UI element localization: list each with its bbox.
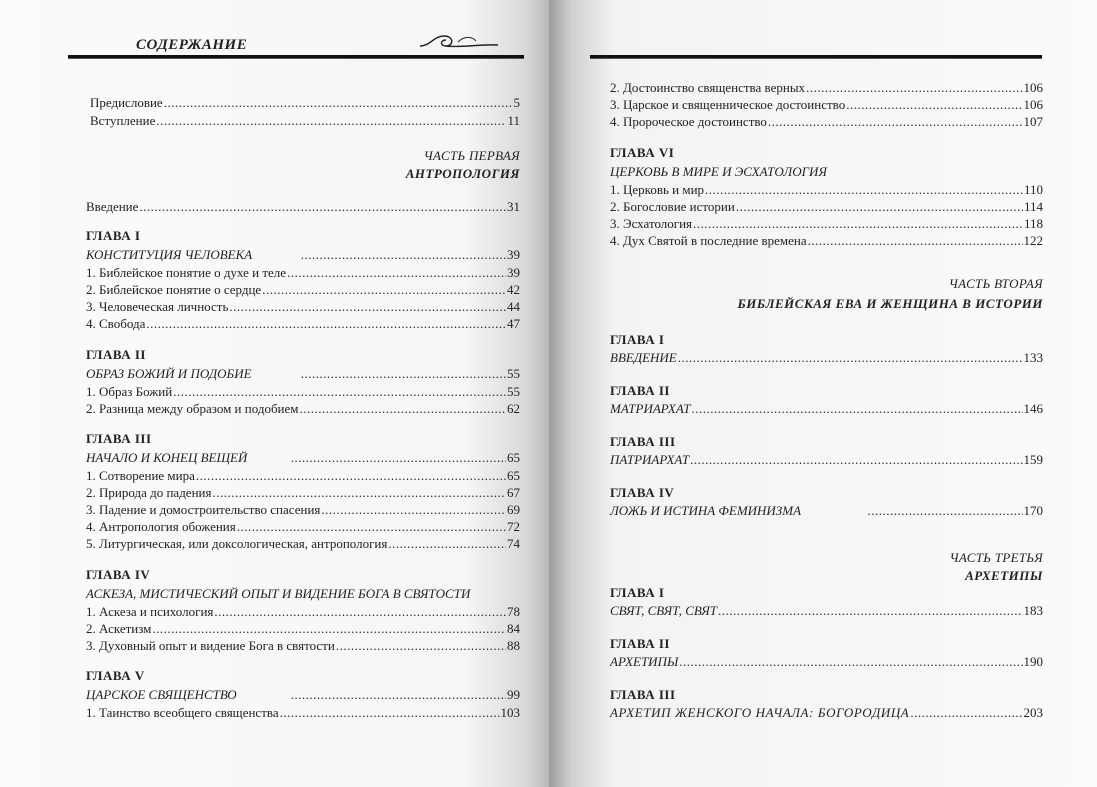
dot-leader (868, 502, 1023, 519)
chapter-heading: ГЛАВА IV (610, 485, 675, 500)
toc-entry-page: 72 (507, 519, 520, 534)
toc-entry[interactable] (610, 232, 1043, 249)
chapter-title: МАТРИАРХАТ (610, 401, 691, 416)
toc-entry[interactable] (86, 467, 520, 484)
toc-entry-page: 122 (1023, 233, 1043, 248)
toc-entry[interactable] (86, 637, 520, 654)
toc-entry-page: 62 (507, 401, 520, 416)
dot-leader (146, 315, 506, 332)
toc-entry[interactable] (610, 181, 1043, 198)
toc-entry[interactable] (86, 704, 520, 721)
dot-leader (679, 653, 1022, 670)
chapter-title-entry[interactable] (610, 400, 1043, 417)
chapter-page: 190 (1023, 654, 1043, 669)
dot-leader (336, 637, 506, 654)
part-name: АРХЕТИПЫ (965, 568, 1043, 583)
toc-entry[interactable] (86, 198, 520, 215)
toc-entry-title: 3. Духовный опыт и видение Бога в святости (86, 638, 335, 653)
dot-leader (678, 349, 1023, 366)
chapter-title-entry[interactable] (86, 686, 520, 703)
dot-leader (736, 198, 1023, 215)
dot-leader (768, 113, 1023, 130)
chapter-heading: ГЛАВА I (610, 332, 665, 347)
toc-entry-title: 1. Таинство всеобщего священства (86, 705, 279, 720)
toc-entry-title: 2. Достоинство священства верных (610, 80, 806, 95)
chapter-title: АРХЕТИП ЖЕНСКОГО НАЧАЛА: БОГОРОДИЦА (610, 705, 910, 720)
toc-entry[interactable] (86, 298, 520, 315)
chapter-heading: ГЛАВА III (86, 431, 152, 446)
toc-entry-page: 84 (507, 621, 520, 636)
toc-entry-title: 4. Дух Святой в последние времена (610, 233, 807, 248)
dot-leader (214, 603, 506, 620)
chapter-title-entry[interactable] (610, 451, 1043, 468)
chapter-page: 65 (507, 450, 520, 465)
toc-entry-title: 2. Библейское понятие о сердце (86, 282, 262, 297)
right-page (549, 0, 1097, 787)
toc-entry[interactable] (610, 113, 1043, 130)
toc-entry[interactable] (86, 501, 520, 518)
chapter-heading: ГЛАВА V (86, 668, 145, 683)
toc-entry[interactable] (90, 94, 520, 111)
dot-leader (291, 449, 506, 466)
toc-entry[interactable] (86, 535, 520, 552)
toc-entry[interactable] (86, 400, 520, 417)
chapter-title: ОБРАЗ БОЖИЙ И ПОДОБИЕ (86, 366, 252, 381)
toc-entry-title: 1. Сотворение мира (86, 468, 195, 483)
dot-leader (229, 298, 506, 315)
toc-entry-page: 44 (507, 299, 520, 314)
toc-entry[interactable] (86, 484, 520, 501)
toc-entry-page: 107 (1023, 114, 1043, 129)
toc-entry[interactable] (86, 383, 520, 400)
dot-leader (321, 501, 506, 518)
part-name: БИБЛЕЙСКАЯ ЕВА И ЖЕНЩИНА В ИСТОРИИ (737, 296, 1043, 311)
part-name: АНТРОПОЛОГИЯ (405, 166, 520, 181)
toc-entry-page: 88 (507, 638, 520, 653)
toc-entry-title: 4. Свобода (86, 316, 146, 331)
chapter-page: 55 (507, 366, 520, 381)
chapter-heading: ГЛАВА III (610, 687, 676, 702)
chapter-title: АРХЕТИПЫ (610, 654, 679, 669)
chapter-page: 99 (507, 687, 520, 702)
toc-entry-page: 106 (1023, 97, 1043, 112)
chapter-title: ЦАРСКОЕ СВЯЩЕНСТВО (86, 687, 237, 702)
chapter-title-entry[interactable] (610, 502, 1043, 519)
dot-leader (301, 246, 506, 263)
chapter-title-entry[interactable] (86, 246, 520, 263)
dot-leader (808, 232, 1023, 249)
toc-entry-title: 1. Аскеза и психология (86, 604, 214, 619)
chapter-title-entry[interactable] (610, 602, 1043, 619)
chapter-title: ВВЕДЕНИЕ (610, 350, 677, 365)
dot-leader (212, 484, 506, 501)
dot-leader (690, 451, 1022, 468)
header-rule (68, 55, 524, 59)
dot-leader (156, 112, 506, 129)
toc-entry-title: 3. Падение и домостроительство спасения (86, 502, 321, 517)
toc-entry-title: 5. Литургическая, или доксологическая, антропология (86, 536, 388, 551)
dot-leader (287, 264, 506, 281)
toc-entry[interactable] (610, 198, 1043, 215)
dot-leader (718, 602, 1022, 619)
dot-leader (280, 704, 500, 721)
toc-entry-page: 55 (507, 384, 520, 399)
toc-entry[interactable] (86, 603, 520, 620)
toc-entry-page: 47 (507, 316, 520, 331)
header-rule (590, 55, 1042, 59)
toc-entry-page: 11 (507, 113, 520, 128)
dot-leader (388, 535, 506, 552)
chapter-heading: ГЛАВА I (86, 228, 141, 243)
toc-entry-title: 3. Эсхатология (610, 216, 693, 231)
dot-leader (152, 620, 506, 637)
chapter-heading: ГЛАВА I (610, 585, 665, 600)
chapter-title-entry[interactable] (610, 163, 1043, 180)
toc-entry[interactable] (90, 112, 520, 129)
toc-entry-title: 3. Царское и священническое достоинство (610, 97, 846, 112)
chapter-title: КОНСТИТУЦИЯ ЧЕЛОВЕКА (86, 247, 253, 262)
chapter-heading: ГЛАВА VI (610, 145, 675, 160)
page-header-title: СОДЕРЖАНИЕ (136, 37, 248, 53)
dot-leader (300, 400, 506, 417)
toc-entry[interactable] (86, 281, 520, 298)
toc-entry-page: 42 (507, 282, 520, 297)
chapter-title-entry[interactable] (610, 349, 1043, 366)
chapter-title: ЛОЖЬ И ИСТИНА ФЕМИНИЗМА (610, 503, 802, 518)
toc-entry-page: 110 (1023, 182, 1043, 197)
dot-leader (693, 215, 1023, 232)
chapter-title: АСКЕЗА, МИСТИЧЕСКИЙ ОПЫТ И ВИДЕНИЕ БОГА В СВЯТОСТИ (86, 586, 471, 601)
dot-leader (806, 79, 1022, 96)
dot-leader (301, 365, 506, 382)
dot-leader (262, 281, 506, 298)
chapter-title-entry[interactable] (86, 365, 520, 382)
toc-entry-page: 74 (507, 536, 520, 551)
chapter-title-entry[interactable] (86, 449, 520, 466)
chapter-title: ПАТРИАРХАТ (610, 452, 690, 467)
toc-entry-page: 65 (507, 468, 520, 483)
toc-entry-page: 114 (1023, 199, 1043, 214)
dot-leader (846, 96, 1022, 113)
dot-leader (164, 94, 513, 111)
part-label: ЧАСТЬ ВТОРАЯ (948, 276, 1043, 291)
toc-entry-title: 2. Богословие истории (610, 199, 735, 214)
toc-entry[interactable] (86, 264, 520, 281)
chapter-page: 159 (1023, 452, 1043, 467)
toc-entry-page: 69 (507, 502, 520, 517)
chapter-heading: ГЛАВА IV (86, 567, 151, 582)
toc-entry[interactable] (86, 315, 520, 332)
toc-entry-title: Предисловие (90, 95, 163, 110)
toc-entry-page: 5 (513, 95, 520, 110)
part-label: ЧАСТЬ ТРЕТЬЯ (949, 550, 1043, 565)
chapter-page: 170 (1023, 503, 1043, 518)
toc-entry-title: Вступление (90, 113, 156, 128)
dot-leader (692, 400, 1023, 417)
chapter-heading: ГЛАВА III (610, 434, 676, 449)
dot-leader (291, 686, 506, 703)
part-label: ЧАСТЬ ПЕРВАЯ (423, 148, 520, 163)
chapter-page: 133 (1023, 350, 1043, 365)
toc-entry[interactable] (610, 79, 1043, 96)
toc-entry-page: 118 (1023, 216, 1043, 231)
toc-entry-title: 1. Образ Божий (86, 384, 173, 399)
toc-entry-page: 39 (507, 265, 520, 280)
toc-entry-title: 1. Библейское понятие о духе и теле (86, 265, 287, 280)
chapter-heading: ГЛАВА II (610, 383, 670, 398)
toc-entry[interactable] (610, 96, 1043, 113)
chapter-title-entry[interactable] (610, 704, 1043, 721)
toc-entry-title: 2. Аскетизм (86, 621, 152, 636)
dot-leader (173, 383, 506, 400)
chapter-title: НАЧАЛО И КОНЕЦ ВЕЩЕЙ (86, 450, 248, 465)
chapter-page: 203 (1023, 705, 1043, 720)
toc-entry-title: 2. Природа до падения (86, 485, 212, 500)
toc-entry-page: 31 (507, 199, 520, 214)
toc-entry-page: 78 (507, 604, 520, 619)
toc-entry-title: 1. Церковь и мир (610, 182, 705, 197)
chapter-title-entry[interactable] (610, 653, 1043, 670)
chapter-page: 146 (1023, 401, 1043, 416)
toc-entry[interactable] (86, 620, 520, 637)
dot-leader (237, 518, 506, 535)
dot-leader (196, 467, 506, 484)
toc-entry-title: 4. Антропология обожения (86, 519, 236, 534)
toc-entry-title: 2. Разница между образом и подобием (86, 401, 299, 416)
toc-entry[interactable] (86, 518, 520, 535)
chapter-title-entry[interactable] (86, 585, 520, 602)
dot-leader (705, 181, 1023, 198)
dot-leader (139, 198, 506, 215)
swirl-ornament-icon (418, 30, 500, 52)
chapter-title: СВЯТ, СВЯТ, СВЯТ (610, 603, 718, 618)
dot-leader (910, 704, 1022, 721)
chapter-heading: ГЛАВА II (610, 636, 670, 651)
chapter-page: 183 (1023, 603, 1043, 618)
chapter-page: 39 (507, 247, 520, 262)
chapter-title: ЦЕРКОВЬ В МИРЕ И ЭСХАТОЛОГИЯ (610, 164, 827, 179)
toc-entry-page: 103 (500, 705, 520, 720)
toc-entry[interactable] (610, 215, 1043, 232)
toc-entry-title: 4. Пророческое достоинство (610, 114, 767, 129)
toc-entry-page: 67 (507, 485, 520, 500)
toc-entry-title: Введение (86, 199, 139, 214)
toc-entry-page: 106 (1023, 80, 1043, 95)
chapter-heading: ГЛАВА II (86, 347, 146, 362)
toc-entry-title: 3. Человеческая личность (86, 299, 229, 314)
